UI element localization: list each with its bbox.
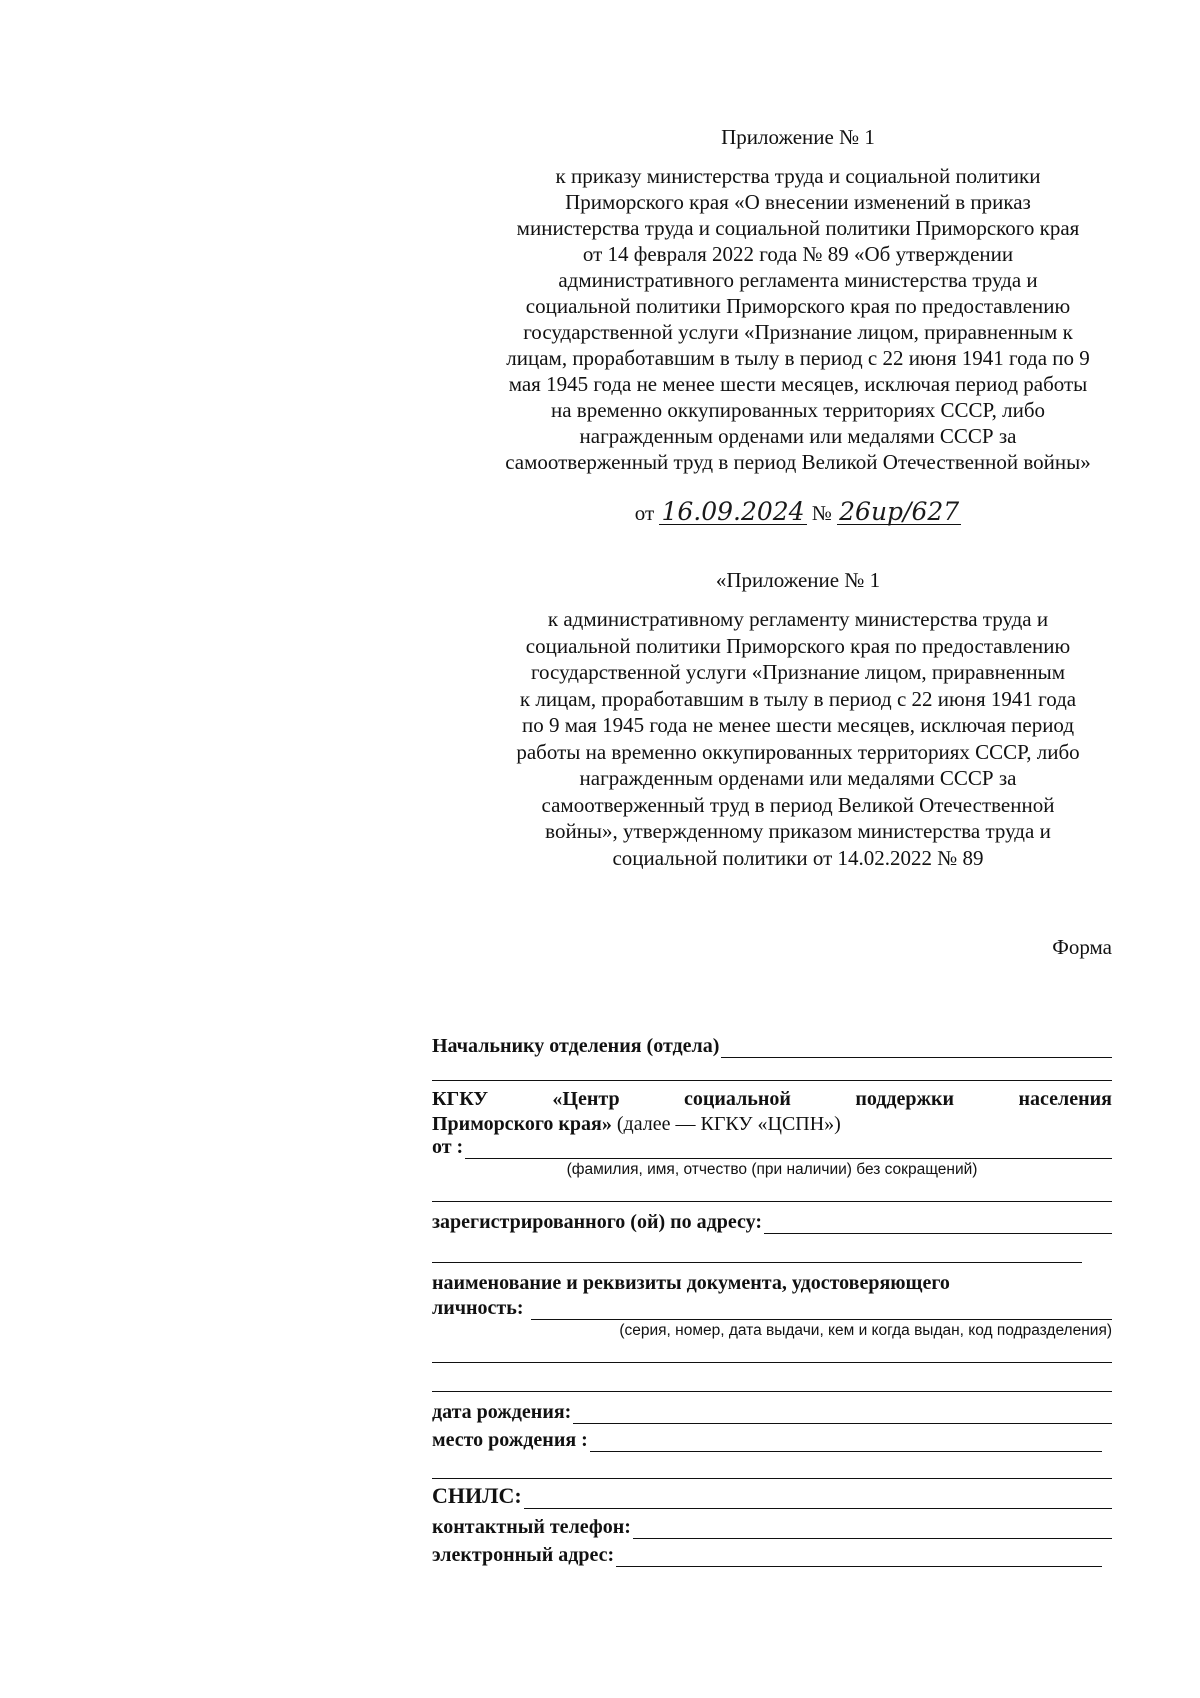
appendix-line: войны», утвержденному приказом министерства труда и	[545, 819, 1051, 843]
from-label: от :	[432, 1136, 464, 1158]
header-line: Приморского края «О внесении изменений в приказ	[565, 190, 1031, 214]
blank-line[interactable]	[432, 1058, 1112, 1081]
header-line: мая 1945 года не менее шести месяцев, исключая период работы	[508, 372, 1088, 396]
birth-date-label: дата рождения:	[432, 1401, 572, 1423]
birth-date-row	[432, 1392, 1112, 1424]
head-label: Начальнику отделения (отдела)	[432, 1035, 720, 1057]
address-label: зарегистрированного (ой) по адресу:	[432, 1211, 763, 1233]
org-line-1: КГКУ «Центр социальной поддержки населения	[432, 1088, 1112, 1110]
phone-field[interactable]	[633, 1518, 1112, 1539]
appendix-line: по 9 мая 1945 года не менее шести месяцев, исключая период	[521, 713, 1075, 737]
appendix-line: государственной услуги «Признание лицом, приравненным	[530, 660, 1066, 684]
birth-place-field[interactable]	[590, 1431, 1102, 1452]
snils-label: СНИЛС:	[432, 1483, 522, 1508]
snils-row	[432, 1479, 1112, 1509]
doc-label-line-1: наименование и реквизиты документа, удостоверяющего	[432, 1272, 950, 1294]
fio-hint: (фамилия, имя, отчество (при наличии) без сокращений)	[566, 1161, 978, 1178]
appendix-line: награжденным орденами или медалями СССР за	[579, 766, 1017, 790]
birth-place-extra-line[interactable]	[432, 1452, 1112, 1479]
handwritten-number: 26ир/627	[839, 497, 960, 526]
email-label: электронный адрес:	[432, 1544, 615, 1566]
snils-field[interactable]	[524, 1488, 1112, 1509]
application-form	[432, 1030, 1112, 1567]
identity-document-field[interactable]	[531, 1299, 1112, 1320]
header-line: министерства труда и социальной политики Приморского края	[516, 216, 1080, 240]
from-row	[432, 1137, 1112, 1159]
header-line: административного регламента министерства труда и	[558, 268, 1038, 292]
doc-label-line-2: личность:	[432, 1297, 524, 1319]
header-line: государственной услуги «Признание лицом, приравненным к	[523, 320, 1073, 344]
birth-date-field[interactable]	[573, 1403, 1112, 1424]
appendix-line: к административному регламенту министерства труда и	[547, 607, 1049, 631]
number-sign: №	[811, 501, 832, 525]
email-field[interactable]	[616, 1546, 1102, 1567]
phone-label: контактный телефон:	[432, 1516, 631, 1538]
fio-extra-line[interactable]	[432, 1181, 1112, 1202]
header-line: социальной политики Приморского края по предоставлению	[525, 294, 1071, 318]
date-prefix: от	[634, 501, 655, 525]
header-text	[428, 163, 1168, 475]
form-label: Форма	[1052, 935, 1112, 959]
header-title: Приложение № 1	[721, 125, 875, 149]
doc-extra-line-2[interactable]	[432, 1363, 1112, 1392]
order-date-line	[428, 497, 1168, 526]
appendix-line: работы на временно оккупированных территориях СССР, либо	[516, 739, 1080, 764]
header-line: самоотверженный труд в период Великой Отечественной войны»	[505, 450, 1091, 474]
address-row	[432, 1202, 1112, 1234]
appendix-line: к лицам, проработавшим в тылу в период с 22 июня 1941 года	[519, 686, 1077, 711]
header-line: награжденным орденами или медалями СССР за	[579, 424, 1017, 448]
appendix-text	[428, 606, 1168, 871]
header-line: лицам, проработавшим в тылу в период с 22 июня 1941 года по 9	[506, 346, 1090, 370]
email-row	[432, 1539, 1112, 1567]
header-line: к приказу министерства труда и социальной политики	[555, 164, 1041, 188]
org-line-2	[432, 1112, 1112, 1137]
doc-extra-line-1[interactable]	[432, 1342, 1112, 1363]
address-field[interactable]	[764, 1213, 1112, 1234]
birth-place-label: место рождения :	[432, 1429, 588, 1451]
org-name-rest: (далее — КГКУ «ЦСПН»)	[611, 1113, 841, 1135]
appendix-line: самоотверженный труд в период Великой Отечественной	[541, 792, 1055, 817]
org-name-bold: Приморского края»	[432, 1113, 612, 1135]
phone-row	[432, 1509, 1112, 1539]
doc-hint: (серия, номер, дата выдачи, кем и когда выдан, код подразделения)	[619, 1322, 1112, 1339]
appendix-line: социальной политики Приморского края по предоставлению	[525, 633, 1071, 658]
birth-place-row	[432, 1424, 1112, 1452]
head-row	[432, 1030, 1112, 1058]
appendix-line: социальной политики от 14.02.2022 № 89	[612, 845, 984, 870]
address-extra-line[interactable]	[432, 1234, 1082, 1263]
appendix-title: «Приложение № 1	[715, 568, 881, 592]
header-line: на временно оккупированных территориях СССР, либо	[550, 398, 1046, 422]
handwritten-date: 16.09.2024	[661, 497, 805, 526]
header-line: от 14 февраля 2022 года № 89 «Об утверждении	[582, 242, 1014, 266]
doc-row	[432, 1296, 1112, 1320]
fio-field[interactable]	[465, 1138, 1112, 1159]
head-field[interactable]	[721, 1037, 1112, 1058]
